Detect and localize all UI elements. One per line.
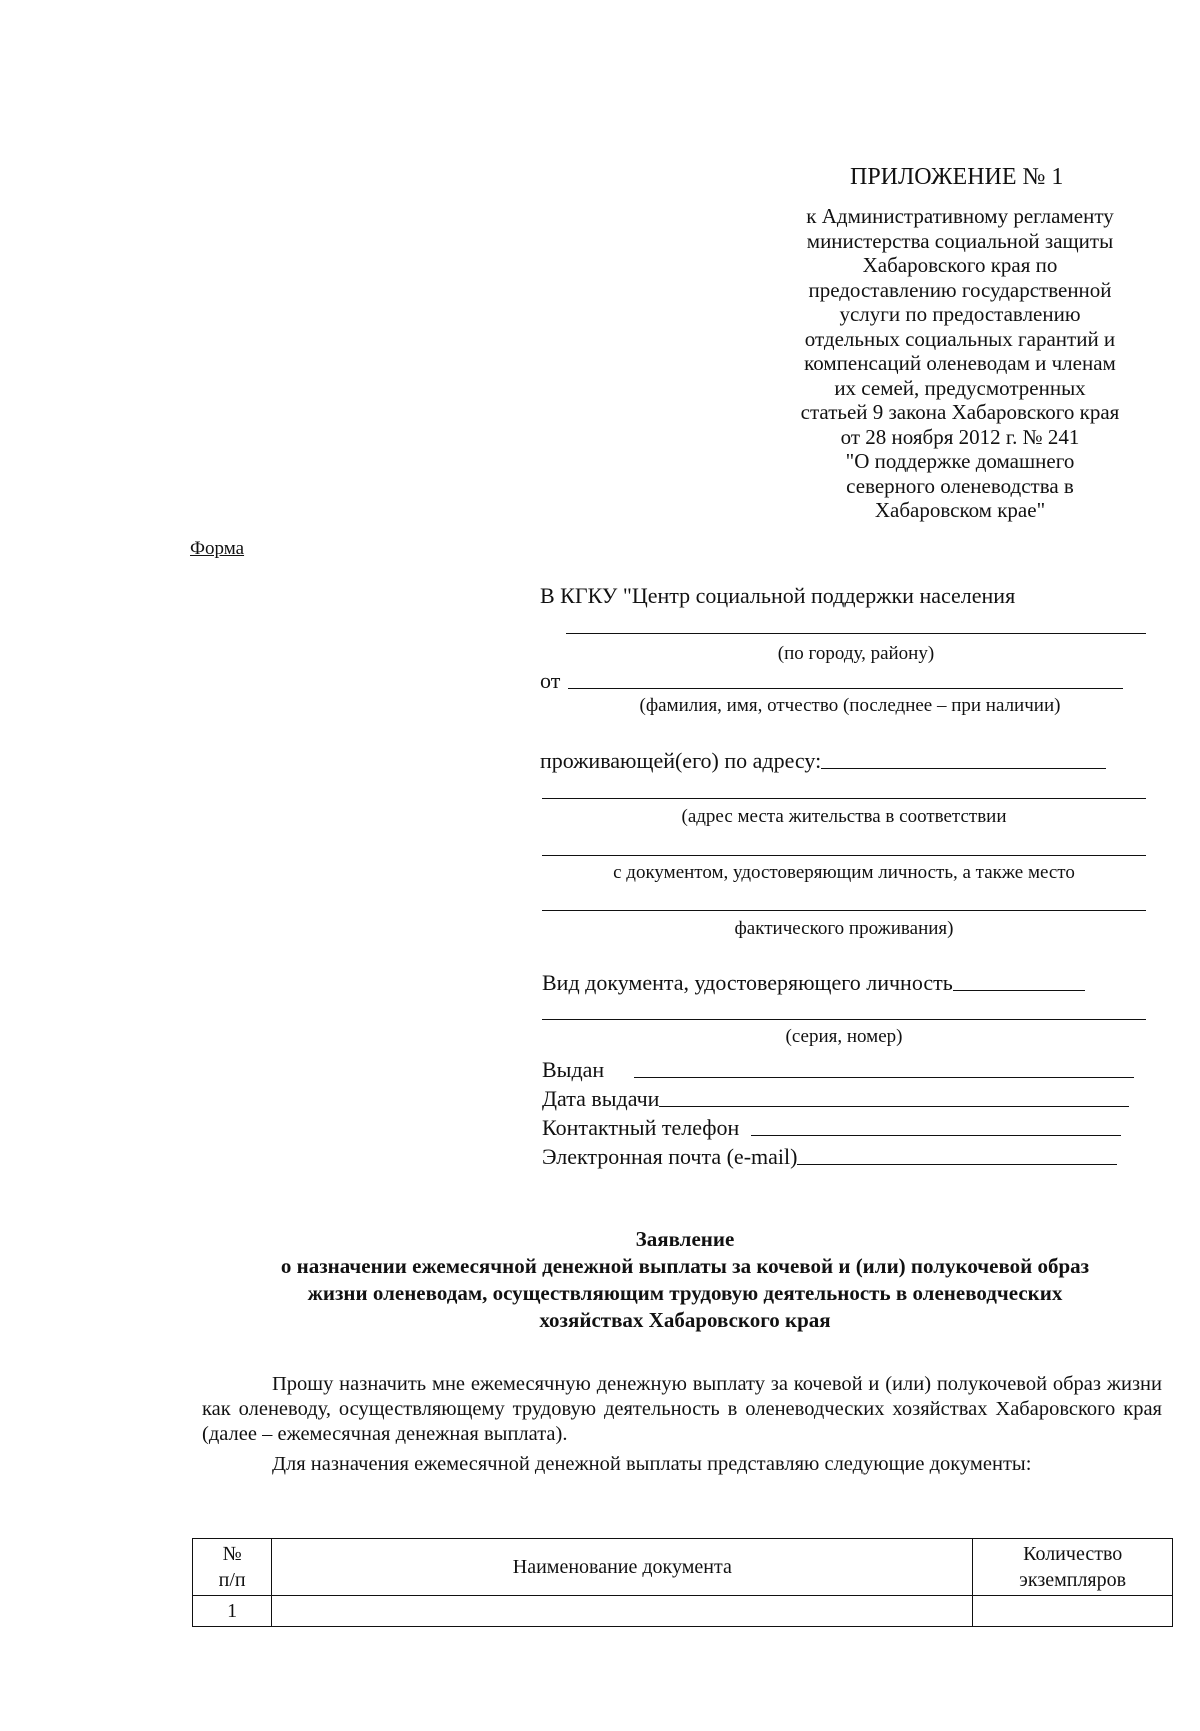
id-document-input-line[interactable]: [953, 990, 1085, 991]
form-label: Форма: [190, 538, 245, 559]
table-header-row: [193, 1539, 1173, 1596]
appendix-line: Хабаровского края по: [862, 253, 1058, 277]
appendix-line: министерства социальной защиты: [806, 228, 1114, 253]
quantity-column-header: [973, 1539, 1173, 1596]
full-name-caption: (фамилия, имя, отчество (последнее – при наличии): [639, 695, 1061, 716]
appendix-line: отдельных социальных гарантий и: [804, 326, 1116, 351]
district-caption: (по городу, району): [777, 643, 935, 664]
table-row: [193, 1596, 1173, 1627]
address-input-line-4[interactable]: [542, 910, 1146, 911]
address-caption-1: (адрес места жительства в соответствии: [681, 806, 1007, 827]
issue-date-field: [542, 1086, 1129, 1112]
appendix-line: к Административному регламенту: [806, 204, 1114, 228]
quantity-header-line-2: экземпляров: [1019, 1569, 1127, 1591]
email-input-line[interactable]: [797, 1164, 1117, 1165]
document-name-column-header: Наименование документа: [272, 1539, 973, 1596]
number-header-line-1: №: [222, 1543, 242, 1565]
issue-date-label: Дата выдачи: [542, 1086, 660, 1111]
appendix-reference: [760, 204, 1160, 523]
addressee-line: В КГКУ "Центр социальной поддержки населения: [540, 583, 1016, 608]
quantity-cell[interactable]: [973, 1596, 1173, 1627]
address-caption-3: фактического проживания): [734, 918, 954, 939]
issue-date-input-line[interactable]: [659, 1106, 1129, 1107]
statement-subject-line: жизни оленеводам, осуществляющим трудовую деятельность в оленеводческих: [307, 1281, 1063, 1305]
issued-by-field: [542, 1057, 1134, 1083]
address-input-line-2[interactable]: [542, 798, 1146, 799]
documents-paragraph: Для назначения ежемесячной денежной выплаты представляю следующие документы:: [272, 1453, 1032, 1475]
appendix-line: предоставлению государственной: [808, 277, 1112, 302]
issued-by-label: Выдан: [542, 1057, 605, 1082]
statement-subject-line: хозяйствах Хабаровского края: [539, 1308, 831, 1332]
appendix-line: от 28 ноября 2012 г. № 241: [840, 424, 1080, 449]
from-label: от: [540, 668, 561, 693]
id-document-label: Вид документа, удостоверяющего личность: [542, 970, 953, 995]
series-number-caption: (серия, номер): [785, 1026, 903, 1047]
issued-by-input-line[interactable]: [634, 1077, 1134, 1078]
appendix-line: северного оленеводства в: [846, 473, 1074, 498]
request-paragraph: Прошу назначить мне ежемесячную денежную выплату за кочевой и (или) полукочевой образ жизни как оленеводу, осуществляющему трудовую деятельность в оленеводческих хозяйствах Хабаровского края (далее – ежемесячная денежная выплата).: [202, 1373, 1162, 1445]
series-number-input-line[interactable]: [542, 1019, 1146, 1020]
row-number-cell: 1: [193, 1596, 272, 1627]
full-name-input-line[interactable]: [568, 688, 1123, 689]
documents-table: [192, 1538, 1173, 1627]
appendix-line: услуги по предоставлению: [839, 302, 1081, 326]
appendix-line: Хабаровском крае": [874, 498, 1046, 522]
phone-input-line[interactable]: [751, 1135, 1121, 1136]
statement-subject-line: о назначении ежемесячной денежной выплаты за кочевой и (или) полукочевой образ: [280, 1254, 1090, 1278]
address-label: проживающей(его) по адресу:: [540, 748, 822, 773]
id-document-field: [542, 970, 1085, 996]
statement-title: [180, 1226, 1190, 1334]
appendix-line: компенсаций оленеводам и членам: [804, 351, 1116, 375]
address-caption-2: с документом, удостоверяющим личность, а также место: [613, 862, 1075, 883]
appendix-title: ПРИЛОЖЕНИЕ № 1: [850, 164, 1064, 190]
district-input-line[interactable]: [566, 633, 1146, 634]
phone-label: Контактный телефон: [542, 1115, 740, 1140]
from-field: [540, 668, 1123, 694]
address-input-line[interactable]: [821, 768, 1106, 769]
appendix-line: статьей 9 закона Хабаровского края: [800, 400, 1120, 424]
appendix-line: "О поддержке домашнего: [845, 449, 1075, 473]
address-input-line-3[interactable]: [542, 855, 1146, 856]
statement-heading: Заявление: [635, 1227, 735, 1251]
phone-field: [542, 1115, 1121, 1141]
quantity-header-line-1: Количество: [1023, 1543, 1123, 1565]
document-name-cell[interactable]: [272, 1596, 973, 1627]
number-column-header: [193, 1539, 272, 1596]
number-header-line-2: п/п: [218, 1569, 246, 1591]
email-label: Электронная почта (e-mail): [542, 1144, 798, 1169]
appendix-line: их семей, предусмотренных: [834, 375, 1086, 400]
address-field: [540, 748, 1106, 774]
email-field: [542, 1144, 1117, 1170]
